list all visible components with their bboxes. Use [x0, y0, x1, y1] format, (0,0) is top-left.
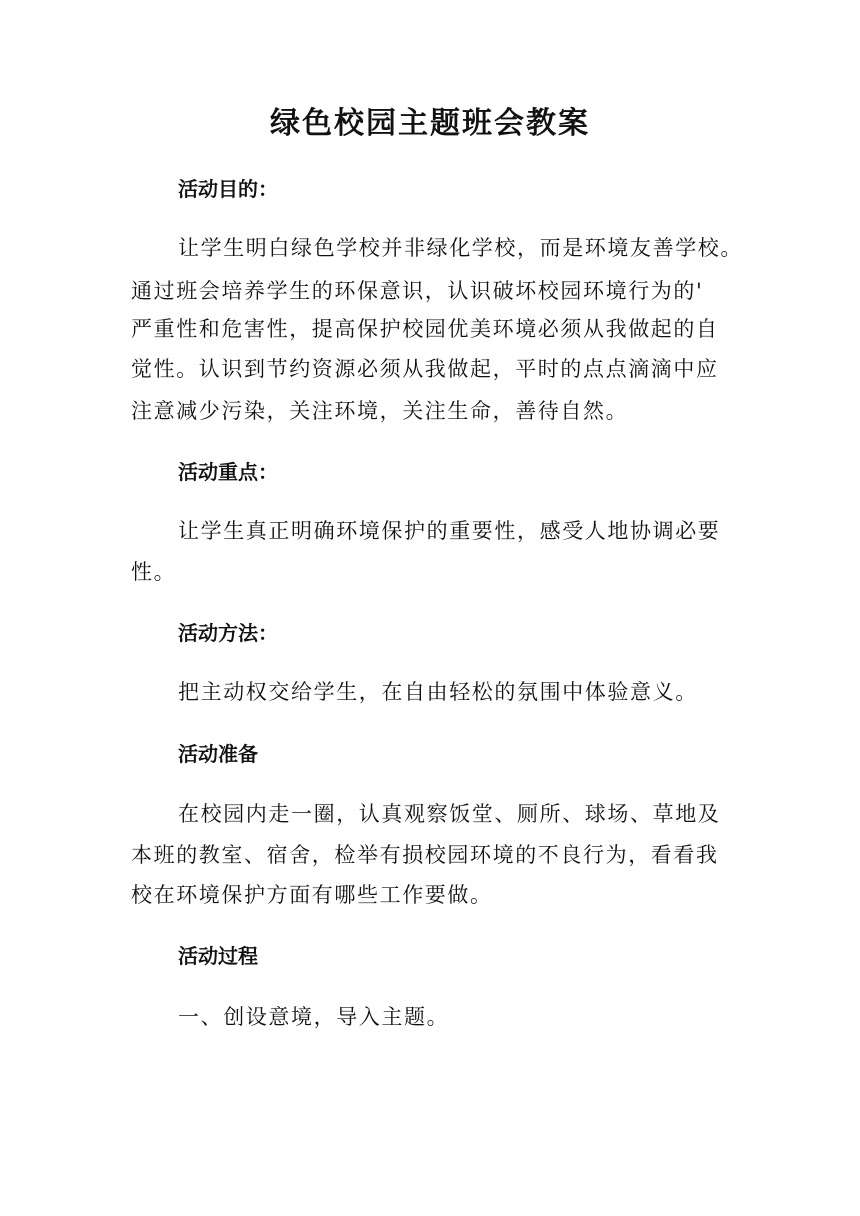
section-heading-process: 活动过程 — [178, 944, 258, 968]
paragraph-line: 让学生真正明确环境保护的重要性，感受人地协调必要 — [178, 519, 721, 543]
paragraph-line: 通过班会培养学生的环保意识，认识破坏校园环境行为的' — [131, 279, 704, 303]
document-title: 绿色校园主题班会教案 — [270, 106, 590, 141]
paragraph-line: 注意减少污染，关注环境，关注生命，善待自然。 — [131, 399, 629, 423]
paragraph-line: 一、创设意境，导入主题。 — [178, 1005, 450, 1029]
paragraph-line: 本班的教室、宿舍，检举有损校园环境的不良行为，看看我 — [131, 843, 719, 867]
paragraph-line: 严重性和危害性，提高保护校园优美环境必须从我做起的自 — [131, 317, 719, 341]
paragraph-line: 性。 — [131, 560, 177, 584]
section-heading-method: 活动方法： — [178, 621, 278, 645]
section-heading-purpose: 活动目的： — [178, 177, 278, 201]
section-heading-preparation: 活动准备 — [178, 742, 258, 766]
paragraph-line: 在校园内走一圈，认真观察饭堂、厕所、球场、草地及 — [178, 802, 721, 826]
paragraph-line: 觉性。认识到节约资源必须从我做起，平时的点点滴滴中应 — [131, 357, 719, 381]
paragraph-line: 让学生明白绿色学校并非绿化学校，而是环境友善学校。 — [178, 236, 743, 260]
paragraph-line: 校在环境保护方面有哪些工作要做。 — [131, 883, 493, 907]
paragraph-line: 把主动权交给学生，在自由轻松的氛围中体验意义。 — [178, 680, 698, 704]
section-heading-focus: 活动重点： — [178, 460, 278, 484]
